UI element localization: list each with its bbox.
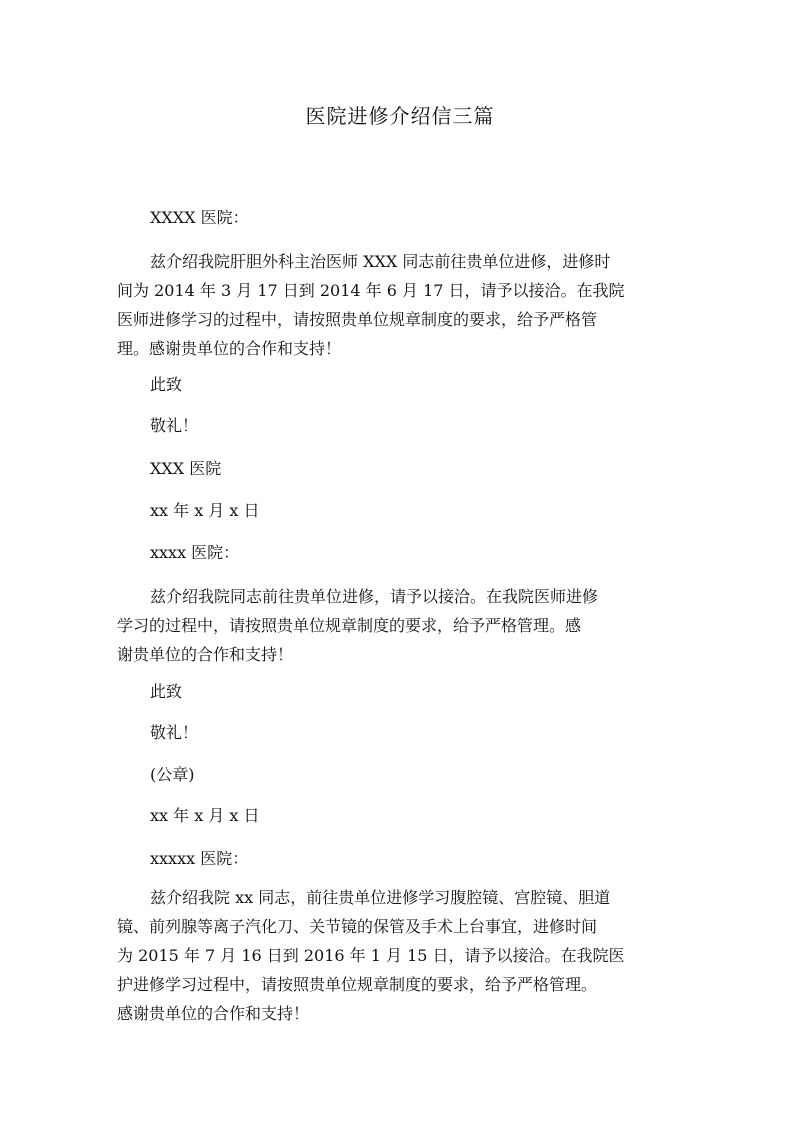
letter-1-date: xx 年 x 月 x 日 (150, 501, 260, 520)
letter-2-body-line: 兹介绍我院同志前往贵单位进修，请予以接洽。在我院医师进修 (150, 587, 599, 606)
letter-1-signature: XXX 医院 (150, 459, 222, 478)
letter-3-salutation: xxxxx 医院： (150, 849, 249, 868)
letter-2-body-line: 学习的过程中，请按照贵单位规章制度的要求，给予严格管理。感 (117, 616, 582, 635)
letter-1-body-line: 兹介绍我院肝胆外科主治医师 XXX 同志前往贵单位进修，进修时 (150, 252, 611, 271)
letter-2-body (117, 582, 662, 669)
letter-3-body (117, 883, 662, 1028)
letter-1-body-line: 医师进修学习的过程中，请按照贵单位规章制度的要求，给予严格管 (117, 310, 598, 329)
letter-3-body-line: 为 2015 年 7 月 16 日到 2016 年 1 月 15 日，请予以接洽。在我院医 (117, 946, 625, 965)
document-title: 医院进修介绍信三篇 (305, 104, 495, 128)
letter-3-body-line: 感谢贵单位的合作和支持！ (117, 1004, 310, 1023)
letter-3-body-line: 兹介绍我院 xx 同志，前往贵单位进修学习腹腔镜、宫腔镜、胆道 (150, 888, 611, 907)
letter-2-closing: 此致 (150, 682, 183, 701)
letter-1-salutation: XXXX 医院： (150, 208, 249, 227)
letter-2-seal: (公章) (150, 765, 195, 784)
letter-2-date: xx 年 x 月 x 日 (150, 806, 260, 825)
letter-1-body-line: 理。感谢贵单位的合作和支持！ (117, 339, 342, 358)
letter-2-regards: 敬礼！ (150, 723, 199, 742)
letter-3-body-line: 护进修学习过程中，请按照贵单位规章制度的要求，给予严格管理。 (117, 975, 598, 994)
letter-2-body-line: 谢贵单位的合作和支持！ (117, 645, 294, 664)
letter-1-body (117, 247, 662, 363)
letter-1-regards: 敬礼！ (150, 416, 199, 435)
letter-2-salutation: xxxx 医院： (150, 543, 240, 562)
letter-1-body-line: 间为 2014 年 3 月 17 日到 2014 年 6 月 17 日，请予以接洽。在我院 (117, 281, 625, 300)
letter-3-body-line: 镜、前列腺等离子汽化刀、关节镜的保管及手术上台事宜，进修时间 (117, 917, 598, 936)
letter-1-closing: 此致 (150, 375, 183, 394)
